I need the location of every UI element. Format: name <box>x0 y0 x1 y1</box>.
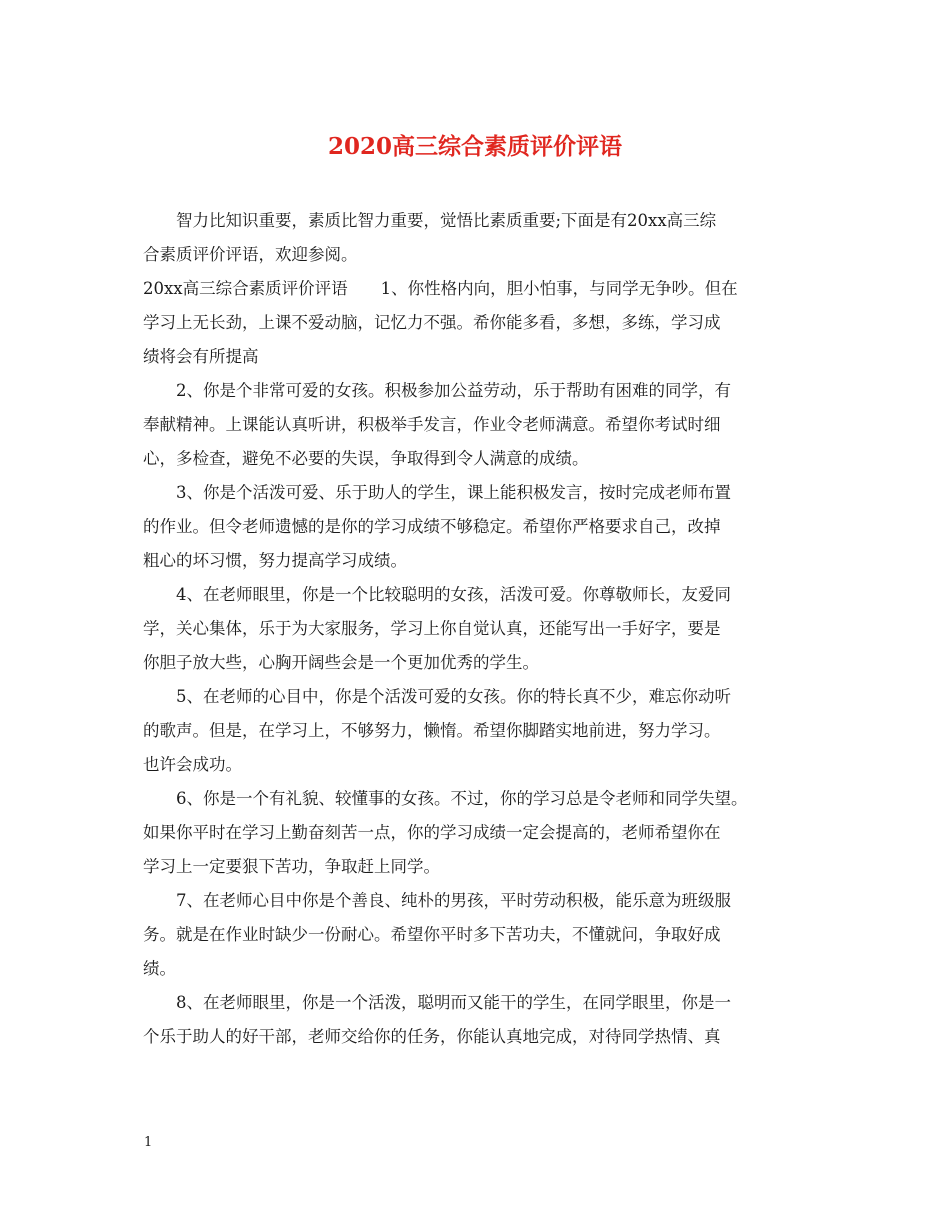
body-line: 7、在老师心目中你是个善良、纯朴的男孩，平时劳动积极，能乐意为班级服 <box>176 891 731 910</box>
body-line: 合素质评价评语，欢迎参阅。 <box>143 245 358 264</box>
body-line: 你胆子放大些，心胸开阔些会是一个更加优秀的学生。 <box>143 653 539 672</box>
body-line: 智力比知识重要，素质比智力重要，觉悟比素质重要;下面是有20xx高三综 <box>176 211 717 230</box>
document-body <box>143 204 813 1054</box>
document-title: 2020高三综合素质评价评语 <box>327 133 622 160</box>
body-line: 4、在老师眼里，你是一个比较聪明的女孩，活泼可爱。你尊敬师长，友爱同 <box>176 585 731 604</box>
body-line: 8、在老师眼里，你是一个活泼，聪明而又能干的学生，在同学眼里，你是一 <box>176 993 731 1012</box>
body-line: 也许会成功。 <box>143 755 242 774</box>
body-line: 绩。 <box>143 959 176 978</box>
body-line: 务。就是在作业时缺少一份耐心。希望你平时多下苦功夫，不懂就问，争取好成 <box>143 925 721 944</box>
body-line: 6、你是一个有礼貌、较懂事的女孩。不过，你的学习总是令老师和同学失望。 <box>176 789 748 808</box>
body-line: 20xx高三综合素质评价评语 1、你性格内向，胆小怕事，与同学无争吵。但在 <box>143 279 738 298</box>
body-line: 心，多检查，避免不必要的失误，争取得到令人满意的成绩。 <box>143 449 589 468</box>
page-number: 1 <box>144 1135 153 1150</box>
body-line: 学习上一定要狠下苦功，争取赶上同学。 <box>143 857 440 876</box>
body-line: 2、你是个非常可爱的女孩。积极参加公益劳动，乐于帮助有困难的同学，有 <box>176 381 731 400</box>
body-line: 如果你平时在学习上勤奋刻苦一点，你的学习成绩一定会提高的，老师希望你在 <box>143 823 721 842</box>
body-line: 粗心的坏习惯，努力提高学习成绩。 <box>143 551 407 570</box>
body-line: 3、你是个活泼可爱、乐于助人的学生，课上能积极发言，按时完成老师布置 <box>176 483 731 502</box>
body-line: 奉献精神。上课能认真听讲，积极举手发言，作业令老师满意。希望你考试时细 <box>143 415 721 434</box>
body-line: 的歌声。但是，在学习上，不够努力，懒惰。希望你脚踏实地前进，努力学习。 <box>143 721 721 740</box>
body-line: 的作业。但令老师遗憾的是你的学习成绩不够稳定。希望你严格要求自己，改掉 <box>143 517 721 536</box>
body-line: 学习上无长劲，上课不爱动脑，记忆力不强。希你能多看，多想，多练，学习成 <box>143 313 721 332</box>
body-line: 5、在老师的心目中，你是个活泼可爱的女孩。你的特长真不少，难忘你动听 <box>176 687 731 706</box>
body-line: 个乐于助人的好干部，老师交给你的任务，你能认真地完成，对待同学热情、真 <box>143 1027 721 1046</box>
body-line: 学，关心集体，乐于为大家服务，学习上你自觉认真，还能写出一手好字，要是 <box>143 619 721 638</box>
body-line: 绩将会有所提高 <box>143 347 259 366</box>
